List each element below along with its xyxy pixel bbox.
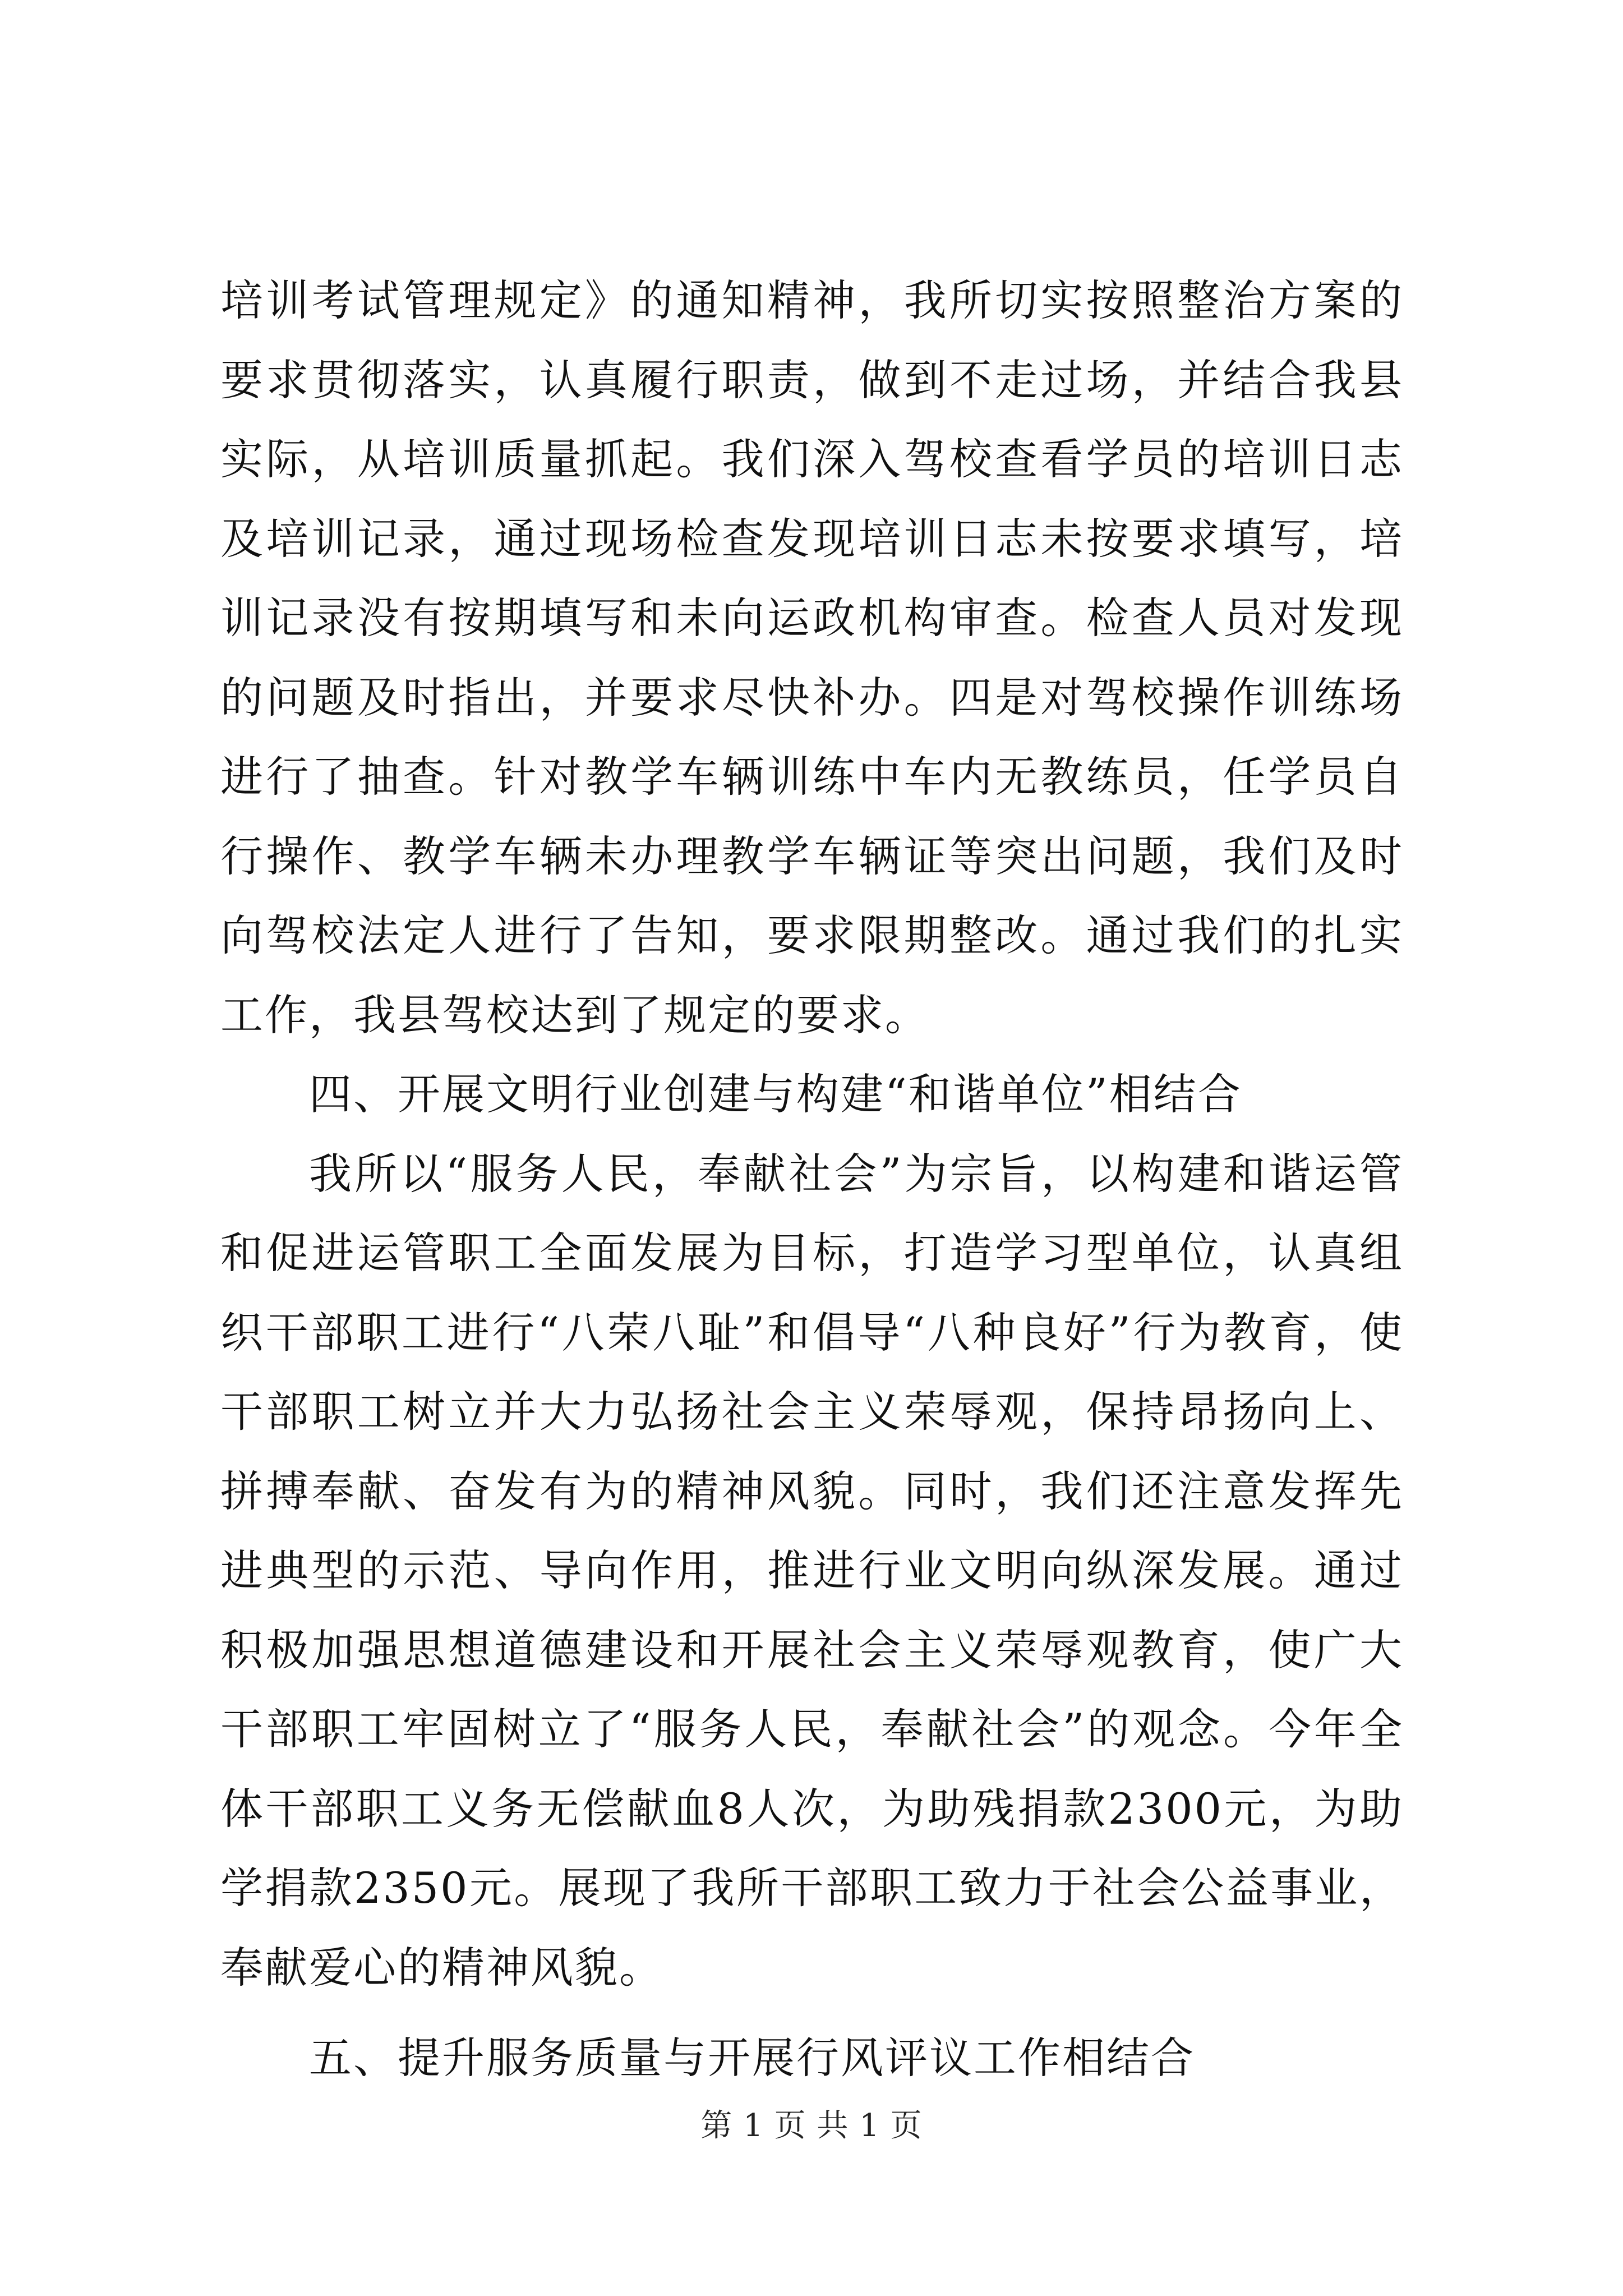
paragraph-continuation: 培训考试管理规定》的通知精神，我所切实按照整治方案的要求贯彻落实，认真履行职责，做到不走过场，并结合我县实际，从培训质量抓起。我们深入驾校查看学员的培训日志及培训记录，通过现场检查发现培训日志未按要求填写，培训记录没有按期填写和未向运政机构审查。检查人员对发现的问题及时指出，并要求尽快补办。四是对驾校操作训练场进行了抽查。针对教学车辆训练中车内无教练员，任学员自行操作、教学车辆未办理教学车辆证等突出问题，我们及时向驾校法定人进行了告知，要求限期整改。通过我们的扎实工作，我县驾校达到了规定的要求。 [220, 275, 1404, 1040]
document-body [220, 261, 1404, 2098]
section-heading-five: 五、提升服务质量与开展行风评议工作相结合 [309, 2033, 1195, 2083]
paragraph-civilization: 我所以“服务人民，奉献社会”为宗旨，以构建和谐运管和促进运管职工全面发展为目标，打造学习型单位，认真组织干部职工进行“八荣八耻”和倡导“八种良好”行为教育，使干部职工树立并大力弘扬社会主义荣辱观，保持昂扬向上、拼搏奉献、奋发有为的精神风貌。同时，我们还注意发挥先进典型的示范、导向作用，推进行业文明向纵深发展。通过积极加强思想道德建设和开展社会主义荣辱观教育，使广大干部职工牢固树立了“服务人民，奉献社会”的观念。今年全体干部职工义务无偿献血8人次，为助残捐款2300元，为助学捐款2350元。展现了我所干部职工致力于社会公益事业，奉献爱心的精神风貌。 [220, 1148, 1404, 1993]
section-heading-four: 四、开展文明行业创建与构建“和谐单位”相结合 [309, 1069, 1242, 1119]
page-footer: 第 1 页 共 1 页 [700, 2108, 923, 2144]
